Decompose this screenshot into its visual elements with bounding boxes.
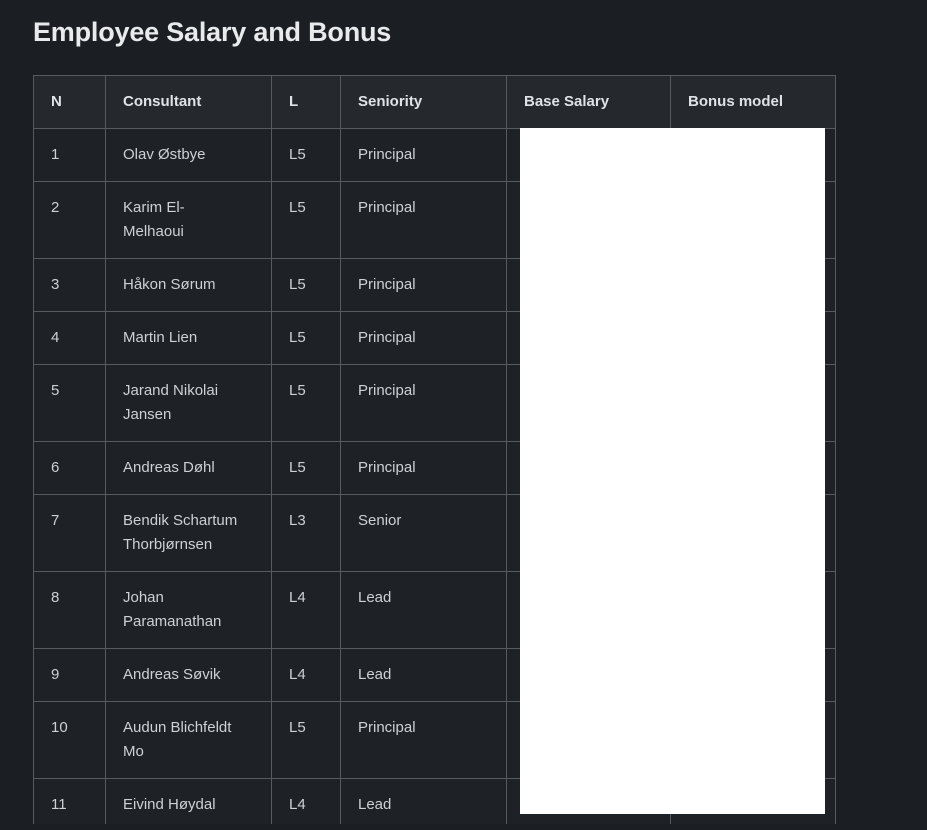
cell-seniority: Principal	[341, 365, 507, 442]
col-header-n: N	[34, 76, 106, 129]
cell-seniority: Principal	[341, 129, 507, 182]
cell-level: L5	[272, 182, 341, 259]
cell-consultant	[106, 312, 272, 365]
cell-seniority: Lead	[341, 779, 507, 825]
cell-n: 3	[34, 259, 106, 312]
cell-level: L5	[272, 312, 341, 365]
cell-n: 6	[34, 442, 106, 495]
consultant-name: Håkon Sørum	[123, 276, 216, 293]
cell-seniority: Lead	[341, 572, 507, 649]
cell-level: L5	[272, 442, 341, 495]
cell-level: L4	[272, 779, 341, 825]
cell-seniority: Principal	[341, 259, 507, 312]
consultant-name: Jarand Nikolai Jansen	[123, 382, 219, 423]
cell-consultant	[106, 129, 272, 182]
consultant-name: Andreas Døhl	[123, 459, 215, 476]
consultant-name: Karim El-Melhaoui	[123, 199, 185, 240]
cell-consultant	[106, 572, 272, 649]
cell-n: 8	[34, 572, 106, 649]
consultant-name: Bendik Schartum Thorbjørnsen	[123, 512, 238, 553]
cell-seniority: Principal	[341, 702, 507, 779]
consultant-name: Martin Lien	[123, 329, 198, 346]
cell-level: L4	[272, 572, 341, 649]
cell-n: 10	[34, 702, 106, 779]
col-header-consultant: Consultant	[106, 76, 272, 129]
cell-level: L5	[272, 129, 341, 182]
cell-consultant	[106, 702, 272, 779]
consultant-name: Eivind Høydal	[123, 796, 216, 813]
cell-consultant	[106, 259, 272, 312]
redaction-overlay	[520, 128, 825, 814]
cell-consultant	[106, 495, 272, 572]
consultant-name: Olav Østbye	[123, 146, 206, 163]
cell-seniority: Principal	[341, 442, 507, 495]
cell-consultant	[106, 442, 272, 495]
consultant-name: Audun Blichfeldt Mo	[123, 719, 232, 760]
cell-consultant	[106, 649, 272, 702]
cell-n: 2	[34, 182, 106, 259]
cell-n: 9	[34, 649, 106, 702]
consultant-name: Johan Paramanathan	[123, 589, 222, 630]
cell-level: L5	[272, 702, 341, 779]
cell-level: L3	[272, 495, 341, 572]
cell-n: 1	[34, 129, 106, 182]
cell-consultant	[106, 365, 272, 442]
cell-level: L4	[272, 649, 341, 702]
cell-n: 4	[34, 312, 106, 365]
cell-consultant	[106, 779, 272, 825]
cell-level: L5	[272, 365, 341, 442]
cell-level: L5	[272, 259, 341, 312]
col-header-level: L	[272, 76, 341, 129]
cell-seniority: Lead	[341, 649, 507, 702]
col-header-seniority: Seniority	[341, 76, 507, 129]
col-header-base-salary: Base Salary	[507, 76, 671, 129]
page-title: Employee Salary and Bonus	[33, 17, 392, 47]
cell-consultant	[106, 182, 272, 259]
cell-n: 11	[34, 779, 106, 825]
cell-seniority: Principal	[341, 182, 507, 259]
cell-seniority: Principal	[341, 312, 507, 365]
consultant-name: Andreas Søvik	[123, 666, 221, 683]
cell-n: 5	[34, 365, 106, 442]
table-header-row	[34, 76, 836, 129]
cell-n: 7	[34, 495, 106, 572]
cell-seniority: Senior	[341, 495, 507, 572]
col-header-bonus-model: Bonus model	[671, 76, 836, 129]
